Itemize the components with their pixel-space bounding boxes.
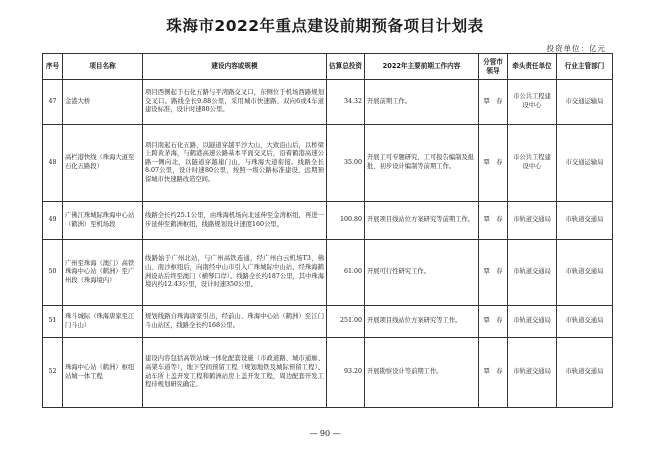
cell-name: 广佛江珠城际珠海中心站（鹤洲）至机场段 (63, 202, 143, 240)
cell-work: 开展前期工作。 (365, 80, 479, 125)
cell-no: 51 (43, 306, 63, 338)
cell-work: 开展勘察设计等前期工作。 (365, 338, 479, 408)
cell-dept: 市轨道交通局 (557, 240, 613, 306)
cell-dept: 市轨道交通局 (557, 338, 613, 408)
cell-dept: 市交通运输局 (557, 125, 613, 202)
cell-leader: 覃 春 (479, 125, 508, 202)
cell-lead-unit: 市公共工程建设中心 (508, 80, 557, 125)
cell-content: 规划线路自珠海唐家引出，经前山、珠海中心站（鹤洲）至江门斗山站区，线路全长约168公里。 (143, 306, 327, 338)
cell-lead-unit: 市公共工程建设中心 (508, 125, 557, 202)
header-content: 建设内容或规模 (143, 54, 327, 80)
cell-no: 50 (43, 240, 63, 306)
table-row (43, 240, 613, 306)
cell-name: 广州至珠海（澳门）高铁珠海中心站（鹤洲）至广州段（珠海境内） (63, 240, 143, 306)
table-header-row (43, 54, 613, 80)
cell-lead-unit: 市轨道交通局 (508, 306, 557, 338)
table-row (43, 80, 613, 125)
cell-no: 48 (43, 125, 63, 202)
cell-investment: 35.00 (327, 125, 365, 202)
header-work: 2022年主要前期工作内容 (365, 54, 479, 80)
cell-no: 47 (43, 80, 63, 125)
header-name: 项目名称 (63, 54, 143, 80)
cell-name: 珠海中心站（鹤洲）枢纽站城一体工程 (63, 338, 143, 408)
header-no: 序号 (43, 54, 63, 80)
cell-content: 项目西侧起于石化五路与平湾路交叉口，东侧位于机场西路规划交叉口。路线全长9.88公里，采用城市快速路、双向6或4车道建设标准，设计时速80公里。 (143, 80, 327, 125)
cell-lead-unit: 市轨道交通局 (508, 338, 557, 408)
cell-investment: 100.80 (327, 202, 365, 240)
cell-leader: 覃 春 (479, 240, 508, 306)
cell-leader: 覃 春 (479, 338, 508, 408)
header-investment: 估算总投资 (327, 54, 365, 80)
cell-lead-unit: 市轨道交通局 (508, 240, 557, 306)
cell-leader: 覃 春 (479, 80, 508, 125)
page-number: — 90 — (309, 429, 341, 438)
cell-no: 52 (43, 338, 63, 408)
cell-leader: 覃 春 (479, 306, 508, 338)
table-row (43, 338, 613, 408)
cell-dept: 市轨道交通局 (557, 202, 613, 240)
cell-dept: 市交通运输局 (557, 80, 613, 125)
cell-investment: 93.20 (327, 338, 365, 408)
cell-investment: 34.32 (327, 80, 365, 125)
cell-work: 开展项目线站位方案研究等工作。 (365, 306, 479, 338)
cell-content: 建设内容包括高铁站城一体化配套设施（市政道路、城市通廊、高架车道等），地下空间预留工程（规划地铁及城际预留工程）、动车所上盖开发工程和鹤洲站房上盖开发工程，周边配套开发工程待规划研究确定。 (143, 338, 327, 408)
table-row (43, 306, 613, 338)
cell-content: 项目南起石化五路，以隧道穿越平沙大山，大致沿山后，以桥梁上跨黄茅海，与鹤港高速公路基本平面交叉后，沿着鹤港高速公路一侧向北，以隧道穿越崖门山，与珠海大道衔接。线路全长8.07公里，设计时速80公里，按照一级公路标准建设，远期预留城市快速路改造空间。 (143, 125, 327, 202)
cell-leader: 覃 春 (479, 202, 508, 240)
cell-name: 珠斗城际（珠海唐家至江门斗山） (63, 306, 143, 338)
header-lead-unit: 牵头责任单位 (508, 54, 557, 80)
cell-investment: 61.00 (327, 240, 365, 306)
page-title: 珠海市2022年重点建设前期预备项目计划表 (166, 17, 484, 35)
cell-lead-unit: 市轨道交通局 (508, 202, 557, 240)
cell-work: 开展工可专题研究、工可报告编制及报批、初步设计编制等前期工作。 (365, 125, 479, 202)
project-table (42, 53, 613, 408)
cell-name: 金港大桥 (63, 80, 143, 125)
cell-name: 高栏港快线（珠海大道至石化五路段） (63, 125, 143, 202)
table-row (43, 125, 613, 202)
header-leader: 分管市领导 (479, 54, 508, 80)
cell-work: 开展可行性研究工作。 (365, 240, 479, 306)
cell-content: 线路全长约25.1公里，由珠海机场向北延伸至金湾枢纽，再进一步延伸至鹤洲枢纽，线路规划设计速度160公里。 (143, 202, 327, 240)
unit-label: 投资单位：亿元 (546, 44, 606, 53)
table-row (43, 202, 613, 240)
cell-no: 49 (43, 202, 63, 240)
header-dept: 行业主管部门 (557, 54, 613, 80)
cell-investment: 251.00 (327, 306, 365, 338)
cell-work: 开展项目线站位方案研究等前期工作。 (365, 202, 479, 240)
cell-content: 线路始于广州北站，与广州高铁连通，经广州白云机场T3、佛山、南沙枢纽后，向南经中山市引入广珠城际中山站，经珠海鹤洲设站后终至澳门（横琴口岸）。线路全长约187公里，其中珠海境内约12.43公里，设计时速350公里。 (143, 240, 327, 306)
cell-dept: 市轨道交通局 (557, 306, 613, 338)
